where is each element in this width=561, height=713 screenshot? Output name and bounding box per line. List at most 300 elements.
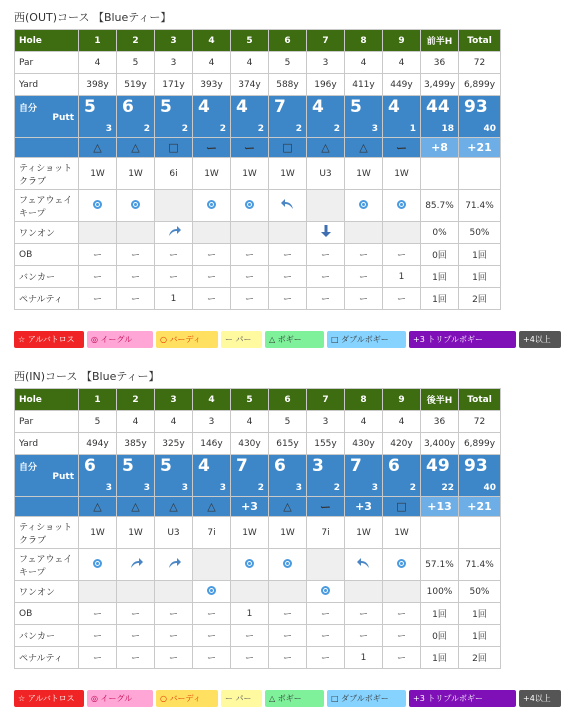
one-on-half: 0% bbox=[421, 222, 459, 244]
triple-bogey-legend: +3 トリプルボギー bbox=[409, 690, 516, 707]
club-cell: 7i bbox=[307, 517, 345, 549]
par-cell: 4 bbox=[155, 411, 193, 433]
penalty-cell: ー bbox=[193, 647, 231, 669]
ob-total: 1回 bbox=[459, 244, 501, 266]
putts: 40 bbox=[483, 483, 496, 493]
row-label: Par bbox=[15, 411, 79, 433]
club-cell: 1W bbox=[269, 158, 307, 190]
row-label: OB bbox=[15, 244, 79, 266]
fairway-row bbox=[15, 190, 501, 222]
hole-number: 5 bbox=[231, 389, 269, 411]
club-cell: 1W bbox=[231, 158, 269, 190]
row-label bbox=[15, 158, 79, 190]
one-on-cell bbox=[193, 222, 231, 244]
tee-club-row bbox=[15, 158, 501, 190]
ob-cell: ー bbox=[307, 244, 345, 266]
bogey-legend: △ ボギー bbox=[265, 690, 324, 707]
fairway-hit-icon bbox=[283, 559, 292, 568]
total-header: Total bbox=[459, 389, 501, 411]
score-cell bbox=[345, 96, 383, 138]
yard-cell: 449y bbox=[383, 74, 421, 96]
putts: 2 bbox=[333, 124, 340, 134]
penalty-cell: ー bbox=[269, 288, 307, 310]
score-label: 自分 bbox=[19, 463, 38, 473]
ob-cell: ー bbox=[155, 603, 193, 625]
eagle-legend: ◎ イーグル bbox=[87, 690, 153, 707]
par-cell: 4 bbox=[383, 411, 421, 433]
score-cell bbox=[231, 96, 269, 138]
score-cell bbox=[117, 455, 155, 497]
club-cell: 1W bbox=[345, 517, 383, 549]
half-header: 前半H bbox=[421, 30, 459, 52]
fairway-hit-icon bbox=[93, 200, 102, 209]
result-label bbox=[15, 497, 79, 517]
club-cell: 1W bbox=[117, 517, 155, 549]
score-cell bbox=[307, 96, 345, 138]
bunker-cell: ー bbox=[231, 625, 269, 647]
row-label: Yard bbox=[15, 433, 79, 455]
putts: 18 bbox=[441, 124, 454, 134]
fairway-cell bbox=[231, 190, 269, 222]
score-cell bbox=[269, 455, 307, 497]
bunker-cell: ー bbox=[193, 625, 231, 647]
one-on-row bbox=[15, 222, 501, 244]
ob-total: 1回 bbox=[459, 603, 501, 625]
ob-cell: ー bbox=[79, 244, 117, 266]
total-over-par: +21 bbox=[459, 138, 501, 158]
yard-cell: 393y bbox=[193, 74, 231, 96]
bunker-cell: ー bbox=[345, 266, 383, 288]
ob-cell: ー bbox=[155, 244, 193, 266]
score-cell bbox=[155, 96, 193, 138]
result-badge: □ bbox=[155, 138, 193, 158]
empty-cell bbox=[421, 517, 459, 549]
label-line: ティショット bbox=[19, 163, 73, 174]
penalty-row bbox=[15, 288, 501, 310]
result-badge: △ bbox=[79, 497, 117, 517]
strokes: 5 bbox=[160, 456, 172, 476]
bunker-cell: ー bbox=[155, 266, 193, 288]
empty-cell bbox=[459, 158, 501, 190]
ob-cell: ー bbox=[269, 603, 307, 625]
par-cell: 5 bbox=[269, 411, 307, 433]
hole-number: 3 bbox=[155, 389, 193, 411]
ob-cell: ー bbox=[79, 603, 117, 625]
strokes: 4 bbox=[312, 97, 324, 117]
hole-number: 4 bbox=[193, 389, 231, 411]
fairway-hit-icon bbox=[321, 586, 330, 595]
bunker-cell: ー bbox=[155, 625, 193, 647]
row-label: ペナルティ bbox=[15, 288, 79, 310]
penalty-cell: ー bbox=[269, 647, 307, 669]
yard-cell: 146y bbox=[193, 433, 231, 455]
yard-half: 3,400y bbox=[421, 433, 459, 455]
miss-left-arrow-icon bbox=[357, 557, 371, 569]
yard-cell: 155y bbox=[307, 433, 345, 455]
row-label bbox=[15, 96, 79, 138]
course-title: 西(IN)コース 【Blueティー】 bbox=[14, 370, 160, 383]
result-badge: +3 bbox=[231, 497, 269, 517]
ob-cell: ー bbox=[231, 244, 269, 266]
hole-number: 6 bbox=[269, 30, 307, 52]
penalty-cell: ー bbox=[79, 288, 117, 310]
par-cell: 3 bbox=[155, 52, 193, 74]
one-on-cell bbox=[383, 581, 421, 603]
half-over-par: +13 bbox=[421, 497, 459, 517]
par-row bbox=[15, 52, 501, 74]
par-cell: 4 bbox=[79, 52, 117, 74]
club-cell: 1W bbox=[269, 517, 307, 549]
club-cell: 1W bbox=[231, 517, 269, 549]
ob-half: 1回 bbox=[421, 603, 459, 625]
par-cell: 4 bbox=[231, 411, 269, 433]
hole-number: 8 bbox=[345, 30, 383, 52]
yard-cell: 398y bbox=[79, 74, 117, 96]
putts: 3 bbox=[105, 483, 112, 493]
half-over-par: +8 bbox=[421, 138, 459, 158]
yard-total: 6,899y bbox=[459, 433, 501, 455]
putts: 3 bbox=[181, 483, 188, 493]
half-score bbox=[421, 96, 459, 138]
ob-cell: ー bbox=[193, 603, 231, 625]
putts: 3 bbox=[295, 483, 302, 493]
penalty-cell: ー bbox=[193, 288, 231, 310]
one-on-cell bbox=[383, 222, 421, 244]
bunker-cell: 1 bbox=[383, 266, 421, 288]
one-on-cell bbox=[231, 222, 269, 244]
fairway-hit-icon bbox=[93, 559, 102, 568]
fairway-row bbox=[15, 549, 501, 581]
par-legend: ー パー bbox=[221, 331, 262, 348]
double-bogey-legend: □ ダブルボギー bbox=[327, 690, 406, 707]
row-label: バンカー bbox=[15, 625, 79, 647]
penalty-cell: ー bbox=[307, 647, 345, 669]
label-line: クラブ bbox=[19, 535, 47, 546]
hole-number: 5 bbox=[231, 30, 269, 52]
club-cell: 1W bbox=[193, 158, 231, 190]
fairway-cell bbox=[345, 549, 383, 581]
score-legend bbox=[14, 331, 561, 348]
row-label: ワンオン bbox=[15, 581, 79, 603]
quadruple-plus-legend: +4以上 bbox=[519, 690, 561, 707]
par-cell: 5 bbox=[79, 411, 117, 433]
club-cell: 1W bbox=[117, 158, 155, 190]
putts: 2 bbox=[333, 483, 340, 493]
one-on-cell bbox=[269, 222, 307, 244]
putts: 1 bbox=[409, 124, 416, 134]
strokes: 93 bbox=[464, 456, 488, 476]
row-label: Hole bbox=[15, 30, 79, 52]
putts: 3 bbox=[143, 483, 150, 493]
one-on-cell bbox=[79, 222, 117, 244]
bunker-cell: ー bbox=[345, 625, 383, 647]
label-line: ティショット bbox=[19, 522, 73, 533]
score-row bbox=[15, 455, 501, 497]
one-on-half: 100% bbox=[421, 581, 459, 603]
putts: 3 bbox=[219, 483, 226, 493]
putts: 3 bbox=[371, 124, 378, 134]
strokes: 4 bbox=[236, 97, 248, 117]
albatross-legend: ☆ アルバトロス bbox=[14, 690, 84, 707]
hole-number: 4 bbox=[193, 30, 231, 52]
fairway-cell bbox=[269, 190, 307, 222]
strokes: 6 bbox=[274, 456, 286, 476]
putts: 2 bbox=[409, 483, 416, 493]
ob-cell: ー bbox=[383, 603, 421, 625]
yard-cell: 196y bbox=[307, 74, 345, 96]
penalty-half: 1回 bbox=[421, 288, 459, 310]
club-cell: U3 bbox=[307, 158, 345, 190]
row-label: Yard bbox=[15, 74, 79, 96]
hole-header-row bbox=[15, 389, 501, 411]
bunker-cell: ー bbox=[79, 625, 117, 647]
tee-club-row bbox=[15, 517, 501, 549]
one-on-cell bbox=[117, 222, 155, 244]
par-half: 36 bbox=[421, 52, 459, 74]
par-cell: 4 bbox=[345, 411, 383, 433]
ob-cell: 1 bbox=[231, 603, 269, 625]
one-on-cell bbox=[269, 581, 307, 603]
bunker-row bbox=[15, 266, 501, 288]
result-badge: △ bbox=[155, 497, 193, 517]
fairway-cell bbox=[155, 549, 193, 581]
score-cell bbox=[155, 455, 193, 497]
yard-total: 6,899y bbox=[459, 74, 501, 96]
fairway-hit-icon bbox=[245, 559, 254, 568]
row-label: Par bbox=[15, 52, 79, 74]
ob-cell: ー bbox=[383, 244, 421, 266]
result-badge: △ bbox=[79, 138, 117, 158]
club-cell: 1W bbox=[79, 158, 117, 190]
score-cell bbox=[307, 455, 345, 497]
fairway-cell bbox=[155, 190, 193, 222]
one-on-cell bbox=[193, 581, 231, 603]
hole-number: 1 bbox=[79, 389, 117, 411]
empty-cell bbox=[459, 517, 501, 549]
strokes: 4 bbox=[198, 97, 210, 117]
ob-cell: ー bbox=[269, 244, 307, 266]
putts: 2 bbox=[181, 124, 188, 134]
result-badge: +3 bbox=[345, 497, 383, 517]
putts: 2 bbox=[295, 124, 302, 134]
fairway-cell bbox=[117, 549, 155, 581]
putts: 3 bbox=[371, 483, 378, 493]
hole-number: 7 bbox=[307, 389, 345, 411]
miss-right-arrow-icon bbox=[129, 557, 143, 569]
ob-cell: ー bbox=[117, 244, 155, 266]
fairway-cell bbox=[307, 549, 345, 581]
par-half: 36 bbox=[421, 411, 459, 433]
fairway-cell bbox=[193, 549, 231, 581]
hole-number: 8 bbox=[345, 389, 383, 411]
penalty-total: 2回 bbox=[459, 288, 501, 310]
penalty-cell: 1 bbox=[155, 288, 193, 310]
fairway-hit-icon bbox=[207, 200, 216, 209]
result-badge: □ bbox=[383, 497, 421, 517]
strokes: 6 bbox=[122, 97, 134, 117]
par-row bbox=[15, 411, 501, 433]
fairway-total: 71.4% bbox=[459, 549, 501, 581]
score-legend bbox=[14, 690, 561, 707]
ob-row bbox=[15, 244, 501, 266]
row-label: バンカー bbox=[15, 266, 79, 288]
putts: 3 bbox=[105, 124, 112, 134]
one-on-cell bbox=[117, 581, 155, 603]
score-label: 自分 bbox=[19, 104, 38, 114]
par-cell: 4 bbox=[345, 52, 383, 74]
row-label: ペナルティ bbox=[15, 647, 79, 669]
penalty-cell: ー bbox=[383, 288, 421, 310]
fairway-cell bbox=[117, 190, 155, 222]
putts: 40 bbox=[483, 124, 496, 134]
score-cell bbox=[345, 455, 383, 497]
hole-number: 9 bbox=[383, 389, 421, 411]
bunker-cell: ー bbox=[269, 266, 307, 288]
row-label bbox=[15, 549, 79, 581]
scorecard-table bbox=[14, 388, 501, 669]
score-cell bbox=[79, 96, 117, 138]
club-cell: U3 bbox=[155, 517, 193, 549]
par-cell: 5 bbox=[117, 52, 155, 74]
yard-cell: 430y bbox=[345, 433, 383, 455]
hole-number: 6 bbox=[269, 389, 307, 411]
hole-number: 3 bbox=[155, 30, 193, 52]
result-label bbox=[15, 138, 79, 158]
bunker-cell: ー bbox=[79, 266, 117, 288]
triple-bogey-legend: +3 トリプルボギー bbox=[409, 331, 516, 348]
result-badge: ー bbox=[231, 138, 269, 158]
birdie-legend: ○ バーディ bbox=[156, 331, 218, 348]
score-cell bbox=[117, 96, 155, 138]
course-title: 西(OUT)コース 【Blueティー】 bbox=[14, 11, 172, 24]
albatross-legend: ☆ アルバトロス bbox=[14, 331, 84, 348]
label-line: フェアウェイ bbox=[19, 195, 73, 206]
result-badge: △ bbox=[345, 138, 383, 158]
par-cell: 3 bbox=[193, 411, 231, 433]
ob-cell: ー bbox=[307, 603, 345, 625]
scorecard-table bbox=[14, 29, 501, 310]
par-legend: ー パー bbox=[221, 690, 262, 707]
penalty-cell: ー bbox=[155, 647, 193, 669]
ob-cell: ー bbox=[345, 603, 383, 625]
strokes: 4 bbox=[198, 456, 210, 476]
fairway-cell bbox=[231, 549, 269, 581]
fairway-hit-icon bbox=[397, 200, 406, 209]
one-on-row bbox=[15, 581, 501, 603]
fairway-hit-icon bbox=[245, 200, 254, 209]
penalty-row bbox=[15, 647, 501, 669]
par-total: 72 bbox=[459, 411, 501, 433]
yard-cell: 420y bbox=[383, 433, 421, 455]
short-arrow-icon bbox=[321, 225, 331, 237]
club-cell: 1W bbox=[345, 158, 383, 190]
fairway-cell bbox=[345, 190, 383, 222]
penalty-cell: 1 bbox=[345, 647, 383, 669]
yard-cell: 325y bbox=[155, 433, 193, 455]
fairway-hit-icon bbox=[359, 200, 368, 209]
double-bogey-legend: □ ダブルボギー bbox=[327, 331, 406, 348]
score-cell bbox=[193, 96, 231, 138]
score-cell bbox=[383, 96, 421, 138]
one-on-cell bbox=[345, 581, 383, 603]
result-badge: ー bbox=[383, 138, 421, 158]
hole-number: 2 bbox=[117, 389, 155, 411]
miss-left-arrow-icon bbox=[281, 198, 295, 210]
ob-cell: ー bbox=[117, 603, 155, 625]
one-on-cell bbox=[155, 222, 193, 244]
bunker-row bbox=[15, 625, 501, 647]
birdie-legend: ○ バーディ bbox=[156, 690, 218, 707]
score-cell bbox=[79, 455, 117, 497]
result-badge: △ bbox=[307, 138, 345, 158]
yard-cell: 171y bbox=[155, 74, 193, 96]
hole-number: 2 bbox=[117, 30, 155, 52]
bunker-half: 0回 bbox=[421, 625, 459, 647]
yard-row bbox=[15, 74, 501, 96]
hole-number: 9 bbox=[383, 30, 421, 52]
putts: 22 bbox=[441, 483, 454, 493]
one-on-cell bbox=[79, 581, 117, 603]
fairway-cell bbox=[79, 549, 117, 581]
bunker-cell: ー bbox=[383, 625, 421, 647]
label-line: キープ bbox=[19, 567, 46, 578]
strokes: 6 bbox=[388, 456, 400, 476]
fairway-hit-icon bbox=[397, 559, 406, 568]
one-on-cell bbox=[307, 222, 345, 244]
in-course-section bbox=[14, 366, 502, 669]
fairway-cell bbox=[269, 549, 307, 581]
par-cell: 5 bbox=[269, 52, 307, 74]
yard-cell: 374y bbox=[231, 74, 269, 96]
result-badge: □ bbox=[269, 138, 307, 158]
result-badge: △ bbox=[117, 497, 155, 517]
total-over-par: +21 bbox=[459, 497, 501, 517]
one-on-cell bbox=[307, 581, 345, 603]
total-score bbox=[459, 455, 501, 497]
fairway-cell bbox=[193, 190, 231, 222]
strokes: 44 bbox=[426, 97, 450, 117]
ob-cell: ー bbox=[193, 244, 231, 266]
bunker-total: 1回 bbox=[459, 266, 501, 288]
miss-right-arrow-icon bbox=[167, 557, 181, 569]
score-cell bbox=[231, 455, 269, 497]
result-badge: ー bbox=[193, 138, 231, 158]
strokes: 6 bbox=[84, 456, 96, 476]
yard-cell: 430y bbox=[231, 433, 269, 455]
result-row bbox=[15, 138, 501, 158]
eagle-legend: ◎ イーグル bbox=[87, 331, 153, 348]
strokes: 5 bbox=[122, 456, 134, 476]
strokes: 5 bbox=[160, 97, 172, 117]
strokes: 49 bbox=[426, 456, 450, 476]
row-label: OB bbox=[15, 603, 79, 625]
bunker-total: 1回 bbox=[459, 625, 501, 647]
putts: 2 bbox=[257, 124, 264, 134]
bunker-cell: ー bbox=[307, 266, 345, 288]
row-label bbox=[15, 455, 79, 497]
hole-header-row bbox=[15, 30, 501, 52]
one-on-total: 50% bbox=[459, 222, 501, 244]
label-line: フェアウェイ bbox=[19, 554, 73, 565]
one-on-total: 50% bbox=[459, 581, 501, 603]
ob-row bbox=[15, 603, 501, 625]
yard-cell: 519y bbox=[117, 74, 155, 96]
penalty-cell: ー bbox=[307, 288, 345, 310]
penalty-cell: ー bbox=[345, 288, 383, 310]
bunker-cell: ー bbox=[117, 266, 155, 288]
score-cell bbox=[383, 455, 421, 497]
putt-label: Putt bbox=[52, 472, 74, 482]
